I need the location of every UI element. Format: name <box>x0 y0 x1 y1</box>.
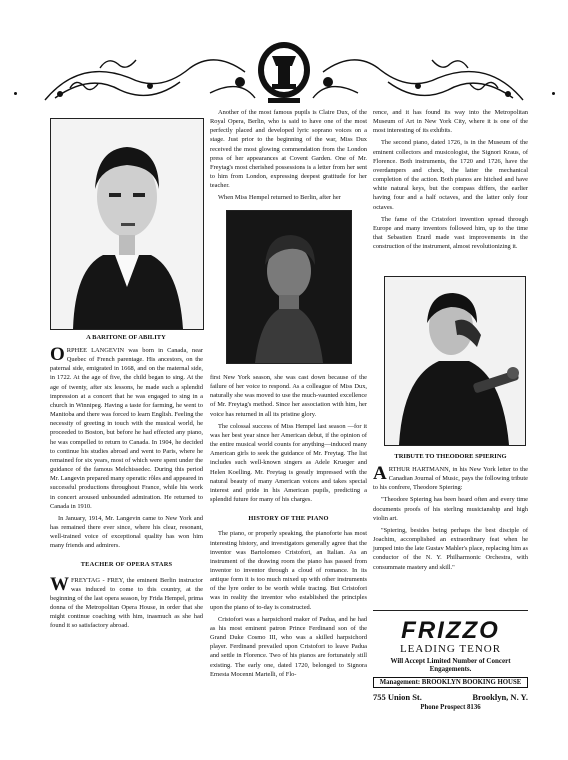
paragraph <box>50 573 203 631</box>
article-freytag: FREYTAG - FREY, the eminent Berlin instructor was induced to come to this country, at the beginning of the last opera season, by Frida Hempel, prima donna of the Metropolitan Opera House, in order that she might continue coaching with him, inasmuch as she had found it so satisfactory abroad. <box>50 576 203 630</box>
ad-name: FRIZZO <box>401 617 500 644</box>
caption-spiering: TRIBUTE TO THEODORE SPIERING <box>394 453 507 460</box>
ad-address: 755 Union St. <box>373 692 422 702</box>
paragraph: "Theodore Spiering has been heard often and every time documents proofs of his sterling musicianship and high violin art. <box>373 496 528 522</box>
paragraph: The second piano, dated 1726, is in the Museum of the eminent collectors and musicologist, the Signori Kraus, of Florence. Both instruments, the 1720 and 1726, have the overdampers and check, the latter the mechanical completion of the action. Both pianos are hitched and have white natural keys, but the compass differs, the earlier having four and a half octaves, and the latter only four octaves. <box>373 139 528 211</box>
margin-dot <box>552 92 555 95</box>
paragraph: Cristofori was a harpsichord maker of Padua, and he had as his most eminent patron Prince Ferdinand son of the Grand Duke Cosmo III, who was a skilled harpsichord player. Ferdinand prevailed upon Cristofori to leave Padua and settle in Florence. Two of his pianos are fortunately still existing. The early one, dated 1720, belonged to Signora Ernesta Mocenni Martelli, of Flo- <box>210 615 367 678</box>
drop-cap: O <box>50 344 65 365</box>
paragraph: rence, and it has found its way into the Metropolitan Museum of Art in New York City, where it is one of the most interesting of its exhibits. <box>373 109 528 135</box>
paragraph: When Miss Hempel returned to Berlin, after her <box>218 194 341 202</box>
frizzo-advertisement <box>373 610 528 711</box>
paragraph: Another of the most famous pupils is Claire Dux, of the Royal Opera, Berlin, who is said to have one of the most perfectly placed and developed lyric soprano voices on a stage. Just prior to the beginning of the war, Miss Dux received the most glowing commendation from the London press of her appearances at Covent Garden. One of Mr. Freytag's most cherished possessions is a letter from her sent to him from London, expressing deepest gratitude for her teacher. <box>210 109 367 190</box>
ad-role: LEADING TENOR <box>399 643 502 655</box>
column-1 <box>50 346 203 634</box>
paragraph: first New York season, she was cast down because of the failure of her voice to respond. As a colleague of Miss Dux, naturally she was moved to use the much-vaunted excellence of Mr. Freytag's method. Since her association with him, her voice has returned in all its pristine glory. <box>210 374 367 418</box>
article-langevin: RPHEE LANGEVIN was born in Canada, near Quebec of French parentage. His ancestors, on the paternal side, emigrated in 1668, and on the maternal side, in 1722. At the age of five, the child began to sing. At the age of twenty, after six lessons, he made such a splendid impression at a concert that he was engaged to sing in a church in Winnipeg. Having a taste for farming, he went to Manitoba and there was forced to learn English. Feeling the necessity of greeting in touch with the musical world, he proceeded to Boston, but before he had effected any piano, he was compelled to return to Canada. In 1904, he decided to continue his studies abroad and went to Paris, where he remained for six years, most of which were spent under the guidance of the famous Melchissedec. During this period Mr. Langevin prepared many operatic rôles and appeared in successful productions throughout France, while his work in concert aroused unbounded admiration. He returned to Canada in 1910. <box>50 347 203 510</box>
drop-cap: W <box>50 573 69 595</box>
heading-piano: HISTORY OF THE PIANO <box>248 515 329 523</box>
ad-city: Brooklyn, N. Y. <box>472 692 528 702</box>
portrait-photo-spiering <box>384 276 526 446</box>
ad-address-row <box>373 692 528 702</box>
paragraph: "Spiering, besides being perhaps the best disciple of Joachim, accomplished an extraordinary feat when he jumped into the late Gustav Mahler's place, replacing him as conductor of the N. Y. Philharmonic Orchestra, with consummate mastery and skill." <box>373 526 528 571</box>
drop-cap: A <box>373 463 387 484</box>
column-2-top <box>210 108 367 206</box>
ad-management: Management: BROOKLYN BOOKING HOUSE <box>373 677 528 688</box>
heading-teacher: TEACHER OF OPERA STARS <box>80 561 173 569</box>
caption-baritone: A BARITONE OF ABILITY <box>86 334 166 341</box>
article-spiering: RTHUR HARTMANN, in his New York letter to the Canadian Journal of Music, pays the following tribute to his confrere, Theodore Spiering: <box>373 466 528 492</box>
portrait-photo-langevin <box>50 118 204 330</box>
paragraph: The piano, or properly speaking, the pianoforte has most interesting history, and investigators generally agree that the inventor was Bartolomeo Cristofori, an Italian. As an instrument of the drawing room the piano has passed from inventor to inventor through a cloud of romance. In its antique form it is too much mixed up with other instruments of the lyre order to be worth while tracing. But Cristofori was in reality the inventor who established the principles upon the piano of to-day is constructed. <box>210 530 367 611</box>
column-3-top <box>373 108 528 254</box>
paragraph: The colossal success of Miss Hempel last season —for it was her best year since her American debut, if the opinion of the entire musical world counts for anything—induced many American girls to seek the guidance of Mr. Freytag. The list includes such well-known singers as Adele Krueger and Helen Koelling. Mr. Freytag is greatly impressed with the natural beauty of many American voices and takes special interest and pride in his American pupils, predicting a splendid future for many of his charges. <box>210 422 367 504</box>
paragraph <box>373 465 528 492</box>
portrait-photo-hempel <box>226 210 352 364</box>
column-2-bottom <box>210 373 367 682</box>
paragraph: In January, 1914, Mr. Langevin came to New York and has remained there ever since, where his clear, resonant, well-trained voice of exceptional quality has won him many friends and admirers. <box>50 514 203 550</box>
paragraph: The fame of the Cristofori invention spread through Europe and many inventors followed him, up to the time that Sebastien Erard made vast improvements in the construction of the instrument, almost revolutionizing it. <box>373 215 528 251</box>
paragraph <box>50 346 203 511</box>
ad-engagements: Will Accept Limited Number of Concert Engagements. <box>390 657 511 673</box>
ornamental-banner <box>40 38 528 108</box>
ad-phone: Phone Prospect 8136 <box>420 704 481 711</box>
margin-dot <box>14 92 17 95</box>
column-3-bottom <box>373 465 528 575</box>
